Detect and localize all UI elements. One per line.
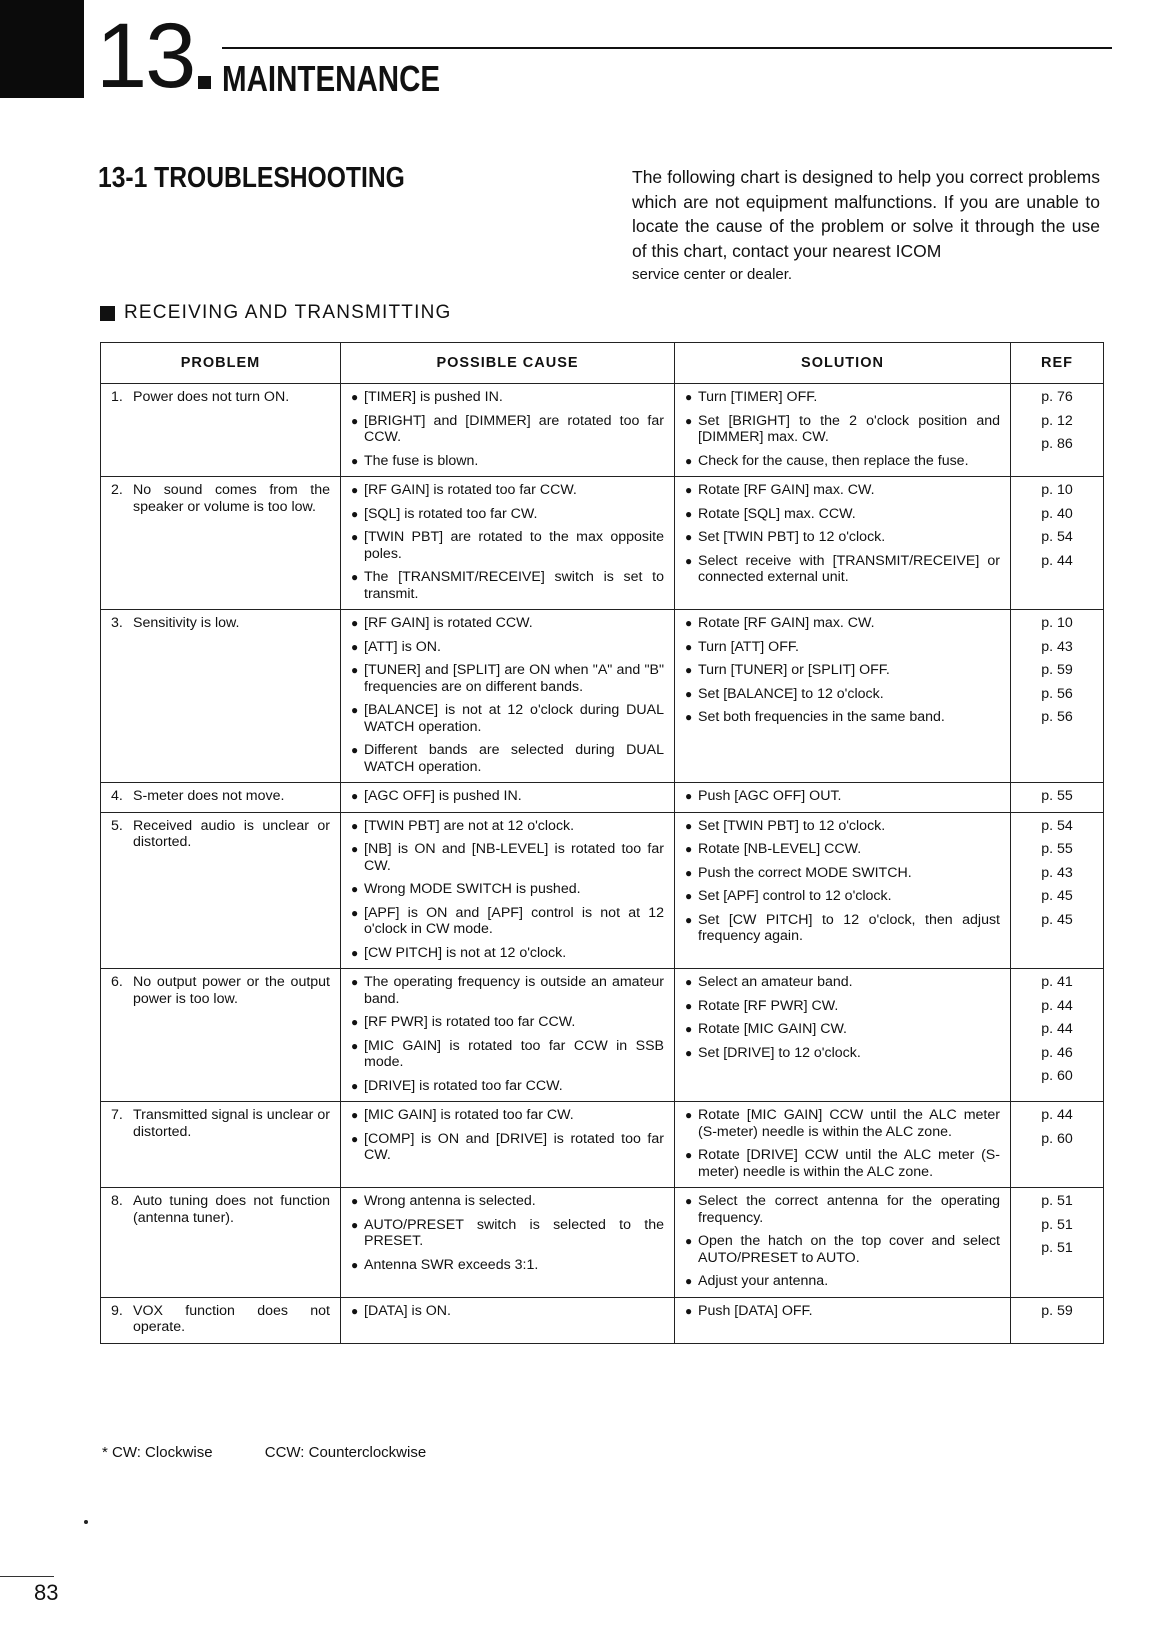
- cause-text: [RF GAIN] is rotated CCW.: [364, 615, 533, 631]
- problem: [111, 974, 330, 1007]
- cause-item: [351, 788, 664, 805]
- bullet-icon: ●: [351, 1303, 359, 1318]
- bullet-icon: ●: [351, 1131, 359, 1146]
- solution-item: [685, 1273, 1000, 1290]
- cause-cell: [341, 969, 675, 1102]
- solution-text: Set [BALANCE] to 12 o'clock.: [698, 685, 884, 702]
- page-ref: p. 43: [1041, 864, 1073, 881]
- cause-text: [ATT] is ON.: [364, 638, 441, 655]
- solution-item: [685, 865, 1000, 882]
- bullet-icon: ●: [351, 882, 359, 896]
- problem-cell: [101, 1102, 341, 1188]
- solution-text: Check for the cause, then replace the fuse.: [698, 452, 969, 469]
- page-ref: p. 44: [1041, 552, 1073, 569]
- problem-text: Auto tuning does not function (antenna tuner).: [133, 1193, 330, 1226]
- cause-item: [351, 506, 664, 523]
- problem: [111, 818, 330, 851]
- cause-text: Wrong MODE SWITCH is pushed.: [364, 881, 581, 897]
- page-ref: p. 45: [1041, 888, 1073, 904]
- solution-item: [685, 1193, 1000, 1226]
- table-row: [101, 1297, 1104, 1343]
- solution-text: Rotate [MIC GAIN] CCW until the ALC meter (S-meter) needle is within the ALC zone.: [698, 1107, 1000, 1140]
- bullet-icon: ●: [685, 789, 693, 803]
- page-ref: p. 54: [1041, 529, 1073, 545]
- bullet-icon: ●: [351, 1078, 359, 1093]
- cause-text: [TUNER] and [SPLIT] are ON when "A" and "B" frequencies are on different bands.: [364, 662, 664, 695]
- cause-item: [351, 1014, 664, 1031]
- cause-text: [BALANCE] is not at 12 o'clock during DUAL WATCH operation.: [364, 702, 664, 735]
- bullet-icon: ●: [685, 1022, 693, 1036]
- solution-item: [685, 482, 1000, 499]
- page-ref: p. 56: [1041, 709, 1073, 725]
- page-ref: p. 76: [1041, 389, 1073, 405]
- solution-item: [685, 506, 1000, 523]
- chapter-tab-block: [0, 0, 84, 98]
- ref-cell: [1011, 384, 1104, 477]
- ref-cell: [1011, 783, 1104, 813]
- cause-cell: [341, 477, 675, 610]
- ref-cell: [1011, 812, 1104, 969]
- problem-number: 7.: [111, 1107, 123, 1123]
- page-ref: p. 44: [1041, 1021, 1073, 1037]
- cause-text: [RF PWR] is rotated too far CCW.: [364, 1014, 576, 1030]
- cause-text: [TWIN PBT] are not at 12 o'clock.: [364, 817, 575, 834]
- problem-cell: [101, 610, 341, 783]
- cause-item: [351, 702, 664, 735]
- cause-cell: [341, 1188, 675, 1298]
- table-row: [101, 783, 1104, 813]
- problem: [111, 788, 330, 805]
- solution-text: Turn [TIMER] OFF.: [698, 389, 818, 405]
- bullet-icon: ●: [685, 530, 693, 544]
- page-ref: p. 59: [1041, 662, 1073, 678]
- problem: [111, 615, 330, 632]
- solution-cell: [675, 1297, 1011, 1343]
- solution-text: Push the correct MODE SWITCH.: [698, 864, 912, 881]
- cause-item: [351, 389, 664, 406]
- page-ref: p. 12: [1041, 412, 1073, 429]
- page-ref: p. 41: [1041, 974, 1073, 990]
- bullet-icon: ●: [685, 483, 693, 497]
- solution-item: [685, 1045, 1000, 1062]
- bullet-icon: ●: [351, 1217, 359, 1232]
- problem-number: 2.: [111, 482, 123, 498]
- page-ref: p. 86: [1041, 436, 1073, 452]
- ref-cell: [1011, 1188, 1104, 1298]
- solution-cell: [675, 610, 1011, 783]
- bullet-icon: ●: [685, 1274, 693, 1288]
- solution-text: Turn [TUNER] or [SPLIT] OFF.: [698, 662, 890, 678]
- solution-item: [685, 686, 1000, 703]
- cause-text: [CW PITCH] is not at 12 o'clock.: [364, 944, 567, 961]
- chapter-rule: [222, 47, 1112, 49]
- cause-text: [TWIN PBT] are rotated to the max opposite poles.: [364, 529, 664, 562]
- cause-text: [RF GAIN] is rotated too far CCW.: [364, 482, 577, 498]
- cause-item: [351, 453, 664, 470]
- table-header-row: [101, 343, 1104, 384]
- cause-text: [APF] is ON and [APF] control is not at 12 o'clock in CW mode.: [364, 904, 664, 937]
- cause-text: The operating frequency is outside an amateur band.: [364, 974, 664, 1007]
- cause-text: AUTO/PRESET switch is selected to the PRESET.: [364, 1216, 664, 1249]
- table-row: [101, 477, 1104, 610]
- header-cause: POSSIBLE CAUSE: [341, 343, 675, 384]
- solution-item: [685, 553, 1000, 586]
- bullet-icon: ●: [685, 1045, 693, 1060]
- header-solution: SOLUTION: [675, 343, 1011, 384]
- table-body: [101, 384, 1104, 1344]
- problem-number: 4.: [111, 788, 123, 804]
- problem-text: No sound comes from the speaker or volume is too low.: [133, 482, 330, 515]
- bullet-icon: ●: [351, 530, 359, 544]
- cause-item: [351, 881, 664, 898]
- bullet-icon: ●: [685, 553, 693, 568]
- footnote-ccw: CCW: Counterclockwise: [264, 1444, 427, 1461]
- solution-item: [685, 615, 1000, 632]
- cause-item: [351, 1078, 664, 1095]
- solution-text: Set [BRIGHT] to the 2 o'clock position and [DIMMER] max. CW.: [698, 412, 1000, 445]
- page-ref: p. 10: [1041, 615, 1073, 631]
- solution-item: [685, 998, 1000, 1015]
- problem-cell: [101, 969, 341, 1102]
- solution-item: [685, 912, 1000, 945]
- page-ref: p. 56: [1041, 685, 1073, 702]
- bullet-icon: ●: [685, 506, 693, 521]
- bullet-icon: ●: [351, 842, 359, 856]
- bullet-icon: ●: [351, 570, 359, 584]
- problem: [111, 1107, 330, 1140]
- solution-text: Rotate [MIC GAIN] CW.: [698, 1021, 847, 1037]
- solution-text: Set both frequencies in the same band.: [698, 709, 945, 725]
- page-ref: p. 44: [1041, 1107, 1073, 1123]
- bullet-icon: ●: [351, 703, 359, 717]
- problem-text: No output power or the output power is too low.: [133, 974, 330, 1007]
- cause-text: [DRIVE] is rotated too far CCW.: [364, 1077, 563, 1094]
- bullet-icon: ●: [685, 912, 693, 927]
- bullet-icon: ●: [685, 865, 693, 880]
- cause-item: [351, 974, 664, 1007]
- solution-text: Rotate [RF PWR] CW.: [698, 997, 839, 1014]
- solution-item: [685, 974, 1000, 991]
- problem-cell: [101, 1188, 341, 1298]
- page-ref: p. 10: [1041, 482, 1073, 498]
- problem-cell: [101, 384, 341, 477]
- bullet-icon: ●: [685, 818, 693, 833]
- cause-cell: [341, 1297, 675, 1343]
- cause-text: [TIMER] is pushed IN.: [364, 389, 503, 405]
- problem-text: Transmitted signal is unclear or distorted.: [133, 1107, 330, 1140]
- solution-text: Set [APF] control to 12 o'clock.: [698, 888, 892, 904]
- solution-text: Set [TWIN PBT] to 12 o'clock.: [698, 529, 886, 545]
- page-ref: p. 55: [1041, 841, 1073, 857]
- problem-number: 1.: [111, 389, 123, 405]
- ref-cell: [1011, 610, 1104, 783]
- problem-number: 5.: [111, 817, 123, 834]
- solution-text: Set [DRIVE] to 12 o'clock.: [698, 1044, 861, 1061]
- cause-text: [COMP] is ON and [DRIVE] is rotated too far CW.: [364, 1130, 664, 1163]
- header-ref: REF: [1011, 343, 1104, 384]
- page-ref: p. 46: [1041, 1044, 1073, 1061]
- bullet-icon: ●: [685, 1194, 693, 1208]
- bullet-icon: ●: [351, 1108, 359, 1122]
- bullet-icon: ●: [685, 1148, 693, 1162]
- cause-item: [351, 1217, 664, 1250]
- cause-item: [351, 1257, 664, 1274]
- solution-item: [685, 529, 1000, 546]
- solution-item: [685, 709, 1000, 726]
- bullet-icon: ●: [351, 789, 359, 803]
- cause-cell: [341, 384, 675, 477]
- problem-number: 3.: [111, 615, 123, 631]
- footnote-cw: * CW: Clockwise: [102, 1444, 213, 1461]
- intro-main: The following chart is designed to help you correct problems which are not equipment malfunctions. If you are unable to locate the cause of the problem or solve it through the use of this chart, contact your nearest ICOM: [632, 167, 1100, 261]
- cause-item: [351, 1038, 664, 1071]
- page-ref: p. 54: [1041, 817, 1073, 834]
- cause-item: [351, 413, 664, 446]
- solution-text: Adjust your antenna.: [698, 1273, 829, 1289]
- solution-cell: [675, 783, 1011, 813]
- chapter-title: MAINTENANCE: [222, 58, 441, 99]
- ref-cell: [1011, 1102, 1104, 1188]
- page-ref: p. 45: [1041, 911, 1073, 928]
- table-row: [101, 384, 1104, 477]
- ref-cell: [1011, 969, 1104, 1102]
- bullet-icon: ●: [685, 1303, 693, 1318]
- scan-speck: [84, 1520, 88, 1524]
- solution-text: Select receive with [TRANSMIT/RECEIVE] or connected external unit.: [698, 552, 1000, 585]
- page-ref: p. 44: [1041, 997, 1073, 1014]
- page-ref: p. 55: [1041, 788, 1073, 804]
- solution-cell: [675, 1188, 1011, 1298]
- cause-cell: [341, 783, 675, 813]
- bullet-icon: ●: [351, 663, 359, 677]
- solution-text: Push [AGC OFF] OUT.: [698, 788, 842, 804]
- bullet-icon: ●: [685, 686, 693, 701]
- page-ref: p. 51: [1041, 1240, 1073, 1256]
- problem-text: Power does not turn ON.: [133, 389, 290, 405]
- bullet-icon: ●: [351, 639, 359, 654]
- bullet-icon: ●: [685, 1234, 693, 1248]
- page-ref: p. 40: [1041, 505, 1073, 522]
- solution-item: [685, 1021, 1000, 1038]
- problem-number: 6.: [111, 974, 123, 990]
- page-ref: p. 59: [1041, 1302, 1073, 1319]
- problem-number: 8.: [111, 1193, 123, 1209]
- table-row: [101, 812, 1104, 969]
- page-number-rule: [0, 1576, 54, 1577]
- solution-item: [685, 1107, 1000, 1140]
- cause-text: [AGC OFF] is pushed IN.: [364, 788, 522, 804]
- page-number: 83: [34, 1580, 59, 1605]
- page-ref: p. 60: [1041, 1068, 1073, 1084]
- cause-item: [351, 615, 664, 632]
- bullet-icon: ●: [351, 390, 359, 404]
- bullet-icon: ●: [351, 483, 359, 497]
- problem-cell: [101, 783, 341, 813]
- bullet-icon: ●: [351, 975, 359, 989]
- footnote: [102, 1444, 426, 1461]
- solution-text: Rotate [RF GAIN] max. CW.: [698, 482, 875, 498]
- cause-cell: [341, 812, 675, 969]
- cause-item: [351, 1131, 664, 1164]
- cause-text: Wrong antenna is selected.: [364, 1193, 536, 1209]
- bullet-icon: ●: [685, 413, 693, 428]
- problem-text: S-meter does not move.: [133, 788, 285, 804]
- bullet-icon: ●: [685, 975, 693, 989]
- bullet-icon: ●: [351, 506, 359, 521]
- problem-cell: [101, 1297, 341, 1343]
- bullet-icon: ●: [351, 1257, 359, 1272]
- solution-item: [685, 1303, 1000, 1320]
- cause-text: [SQL] is rotated too far CW.: [364, 505, 538, 522]
- bullet-icon: ●: [351, 1038, 359, 1053]
- problem-cell: [101, 477, 341, 610]
- solution-item: [685, 453, 1000, 470]
- bullet-icon: ●: [685, 710, 693, 724]
- problem-text: Received audio is unclear or distorted.: [133, 817, 330, 850]
- bullet-icon: ●: [685, 1108, 693, 1122]
- bullet-icon: ●: [351, 743, 359, 757]
- cause-text: [MIC GAIN] is rotated too far CCW in SSB mode.: [364, 1037, 664, 1070]
- cause-text: [MIC GAIN] is rotated too far CW.: [364, 1107, 574, 1123]
- solution-item: [685, 841, 1000, 858]
- solution-cell: [675, 477, 1011, 610]
- solution-cell: [675, 969, 1011, 1102]
- bullet-icon: ●: [685, 639, 693, 654]
- solution-item: [685, 389, 1000, 406]
- bullet-icon: ●: [351, 453, 359, 468]
- cause-item: [351, 639, 664, 656]
- solution-item: [685, 662, 1000, 679]
- solution-text: Set [CW PITCH] to 12 o'clock, then adjust frequency again.: [698, 911, 1000, 944]
- solution-item: [685, 888, 1000, 905]
- cause-text: [BRIGHT] and [DIMMER] are rotated too far CCW.: [364, 412, 664, 445]
- cause-item: [351, 905, 664, 938]
- page-ref: p. 43: [1041, 638, 1073, 655]
- cause-item: [351, 1193, 664, 1210]
- bullet-icon: ●: [685, 453, 693, 468]
- solution-text: Push [DATA] OFF.: [698, 1302, 813, 1319]
- bullet-icon: ●: [351, 905, 359, 920]
- solution-item: [685, 413, 1000, 446]
- bullet-icon: ●: [685, 842, 693, 856]
- cause-item: [351, 662, 664, 695]
- table-row: [101, 1102, 1104, 1188]
- cause-text: [DATA] is ON.: [364, 1302, 451, 1319]
- solution-item: [685, 1147, 1000, 1180]
- problem-number: 9.: [111, 1302, 123, 1319]
- page-ref: p. 51: [1041, 1193, 1073, 1209]
- intro-tail: service center or dealer.: [632, 266, 793, 283]
- header-problem: PROBLEM: [101, 343, 341, 384]
- solution-item: [685, 788, 1000, 805]
- solution-text: Rotate [RF GAIN] max. CW.: [698, 615, 875, 631]
- solution-text: Select an amateur band.: [698, 974, 853, 990]
- cause-text: Antenna SWR exceeds 3:1.: [364, 1256, 539, 1273]
- bullet-icon: ●: [351, 945, 359, 960]
- page-ref: p. 60: [1041, 1130, 1073, 1147]
- bullet-icon: ●: [351, 818, 359, 833]
- intro-paragraph: [632, 165, 1100, 288]
- bullet-icon: ●: [351, 616, 359, 630]
- table-row: [101, 610, 1104, 783]
- bullet-icon: ●: [351, 1015, 359, 1029]
- chapter-number: 13: [96, 5, 195, 107]
- square-bullet-icon: [100, 306, 115, 321]
- solution-text: Rotate [NB-LEVEL] CCW.: [698, 841, 862, 857]
- solution-text: Select the correct antenna for the operating frequency.: [698, 1193, 1000, 1226]
- solution-item: [685, 1233, 1000, 1266]
- problem: [111, 1303, 330, 1336]
- solution-item: [685, 639, 1000, 656]
- cause-text: The [TRANSMIT/RECEIVE] switch is set to transmit.: [364, 569, 664, 602]
- bullet-icon: ●: [351, 1194, 359, 1208]
- ref-cell: [1011, 477, 1104, 610]
- solution-text: Set [TWIN PBT] to 12 o'clock.: [698, 817, 886, 834]
- problem-text: Sensitivity is low.: [133, 615, 240, 631]
- cause-item: [351, 818, 664, 835]
- cause-text: The fuse is blown.: [364, 452, 479, 469]
- bullet-icon: ●: [685, 889, 693, 903]
- problem: [111, 482, 330, 515]
- problem-cell: [101, 812, 341, 969]
- problem: [111, 1193, 330, 1226]
- cause-item: [351, 569, 664, 602]
- bullet-icon: ●: [685, 390, 693, 404]
- cause-item: [351, 1303, 664, 1320]
- cause-item: [351, 1107, 664, 1124]
- cause-item: [351, 841, 664, 874]
- chapter-dot: [198, 76, 211, 89]
- troubleshooting-table: [100, 342, 1104, 1344]
- cause-text: [NB] is ON and [NB-LEVEL] is rotated too far CW.: [364, 841, 664, 874]
- solution-text: Rotate [DRIVE] CCW until the ALC meter (S-meter) needle is within the ALC zone.: [698, 1147, 1000, 1180]
- bullet-icon: ●: [351, 413, 359, 428]
- cause-item: [351, 742, 664, 775]
- cause-cell: [341, 1102, 675, 1188]
- cause-text: Different bands are selected during DUAL WATCH operation.: [364, 742, 664, 775]
- cause-cell: [341, 610, 675, 783]
- solution-cell: [675, 812, 1011, 969]
- section-title: 13-1 TROUBLESHOOTING: [98, 162, 405, 194]
- table-row: [101, 969, 1104, 1102]
- subheading: [100, 302, 452, 324]
- subheading-text: RECEIVING AND TRANSMITTING: [124, 302, 452, 323]
- cause-item: [351, 482, 664, 499]
- table-row: [101, 1188, 1104, 1298]
- bullet-icon: ●: [685, 663, 693, 677]
- solution-text: Open the hatch on the top cover and select AUTO/PRESET to AUTO.: [698, 1233, 1000, 1266]
- problem-text: VOX function does not operate.: [133, 1302, 330, 1335]
- solution-text: Rotate [SQL] max. CCW.: [698, 505, 856, 522]
- solution-item: [685, 818, 1000, 835]
- bullet-icon: ●: [685, 616, 693, 630]
- cause-item: [351, 529, 664, 562]
- ref-cell: [1011, 1297, 1104, 1343]
- problem: [111, 389, 330, 406]
- cause-item: [351, 945, 664, 962]
- page-ref: p. 51: [1041, 1216, 1073, 1233]
- bullet-icon: ●: [685, 998, 693, 1013]
- solution-cell: [675, 1102, 1011, 1188]
- solution-text: Turn [ATT] OFF.: [698, 638, 799, 655]
- solution-cell: [675, 384, 1011, 477]
